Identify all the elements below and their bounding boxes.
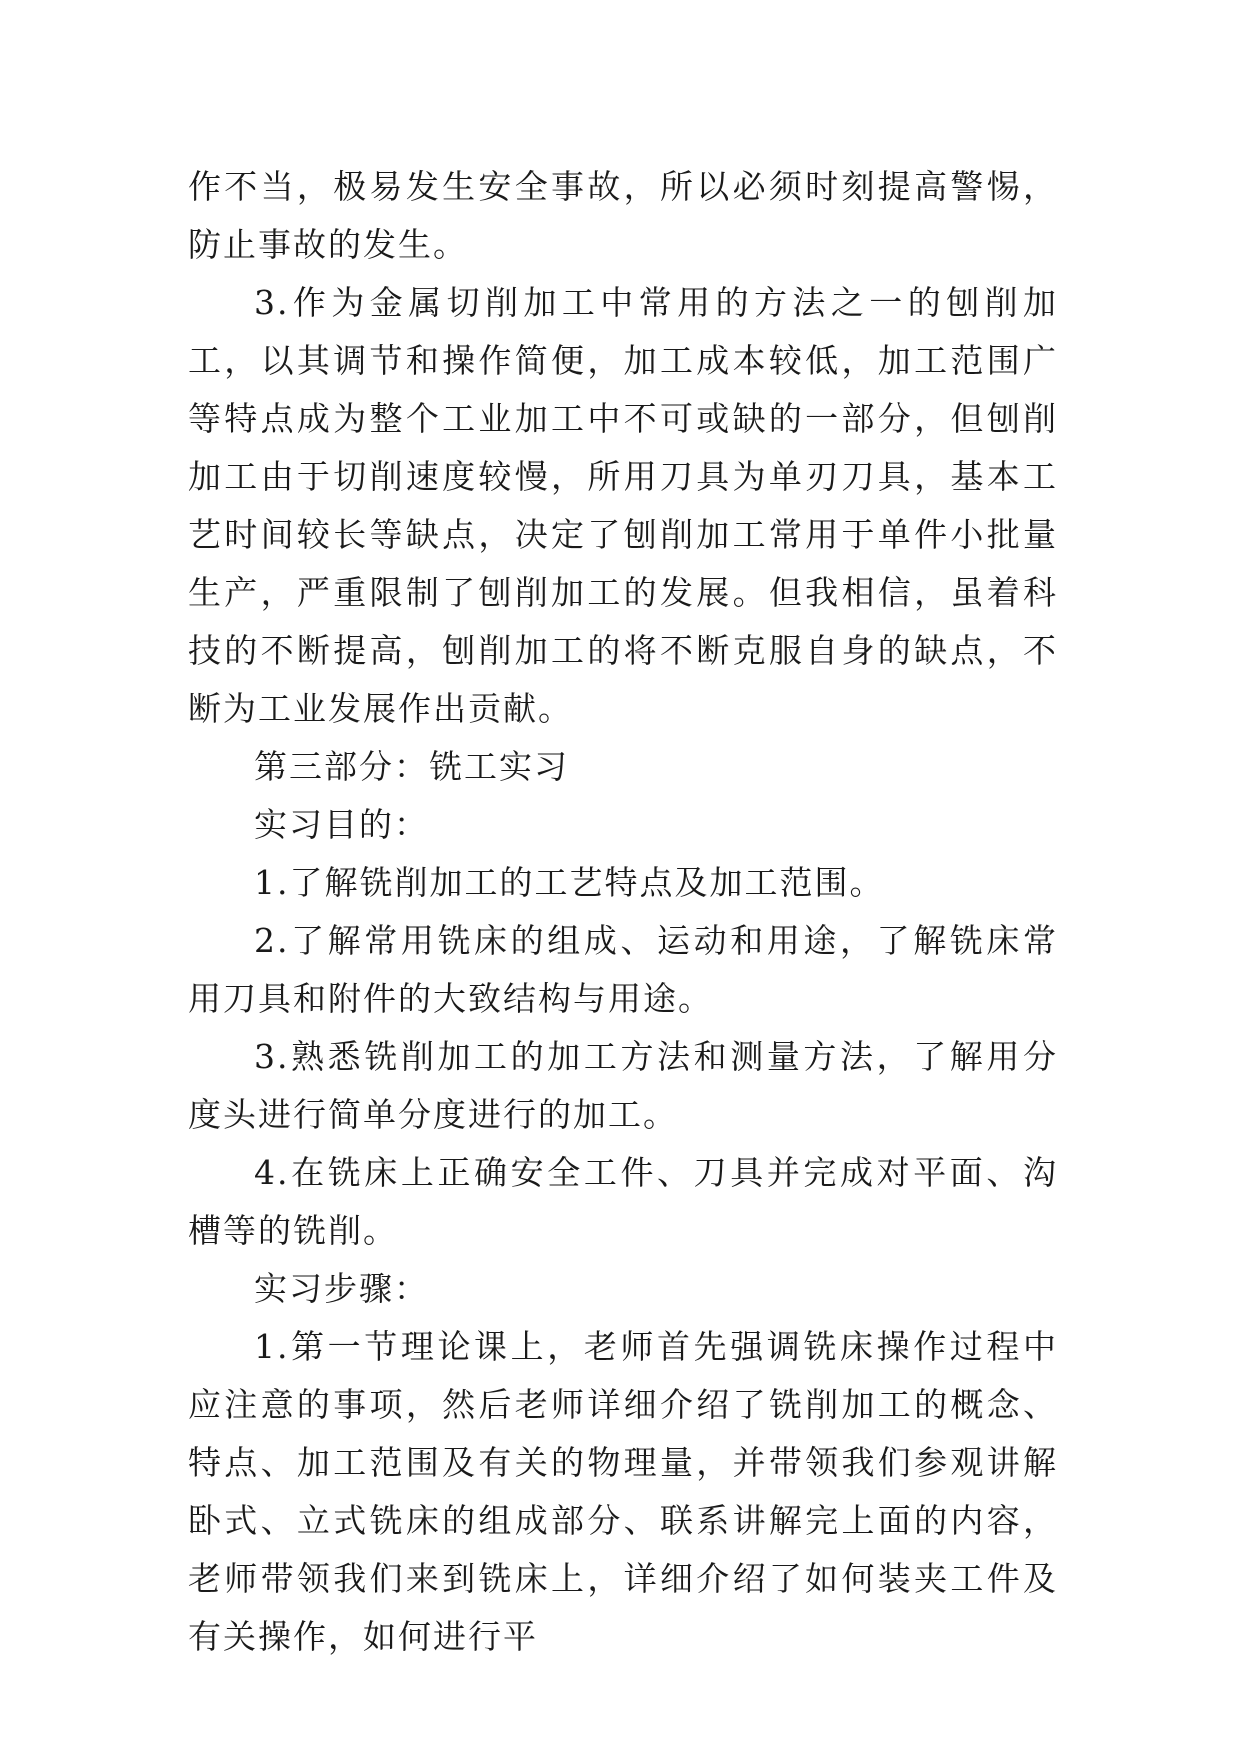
paragraph-planing-summary: 3.作为金属切削加工中常用的方法之一的刨削加工，以其调节和操作简便，加工成本较低，加工范围广等特点成为整个工业加工中不可或缺的一部分，但刨削加工由于切削速度较慢，所用刀具为单刃刀具，基本工艺时间较长等缺点，决定了刨削加工常用于单件小批量生产，严重限制了刨削加工的发展。但我相信，虽着科技的不断提高，刨削加工的将不断克服自身的缺点，不断为工业发展作出贡献。 bbox=[188, 283, 1058, 728]
objective-item-3: 3.熟悉铣削加工的加工方法和测量方法，了解用分度头进行简单分度进行的加工。 bbox=[188, 1037, 1058, 1134]
document-body bbox=[188, 158, 1058, 1666]
subheading-objectives: 实习目的： bbox=[254, 805, 429, 844]
subheading-steps: 实习步骤： bbox=[254, 1269, 429, 1308]
paragraph-continuation: 作不当，极易发生安全事故，所以必须时刻提高警惕，防止事故的发生。 bbox=[188, 167, 1058, 264]
section-heading-milling: 第三部分：铣工实习 bbox=[254, 747, 569, 786]
objective-item-1: 1.了解铣削加工的工艺特点及加工范围。 bbox=[254, 863, 885, 902]
objective-item-4: 4.在铣床上正确安全工件、刀具并完成对平面、沟槽等的铣削。 bbox=[188, 1153, 1058, 1250]
objective-item-2: 2.了解常用铣床的组成、运动和用途，了解铣床常用刀具和附件的大致结构与用途。 bbox=[188, 921, 1058, 1018]
step-item-1: 1.第一节理论课上，老师首先强调铣床操作过程中应注意的事项，然后老师详细介绍了铣削加工的概念、特点、加工范围及有关的物理量，并带领我们参观讲解卧式、立式铣床的组成部分、联系讲解完上面的内容，老师带领我们来到铣床上，详细介绍了如何装夹工件及有关操作，如何进行平 bbox=[188, 1327, 1058, 1656]
